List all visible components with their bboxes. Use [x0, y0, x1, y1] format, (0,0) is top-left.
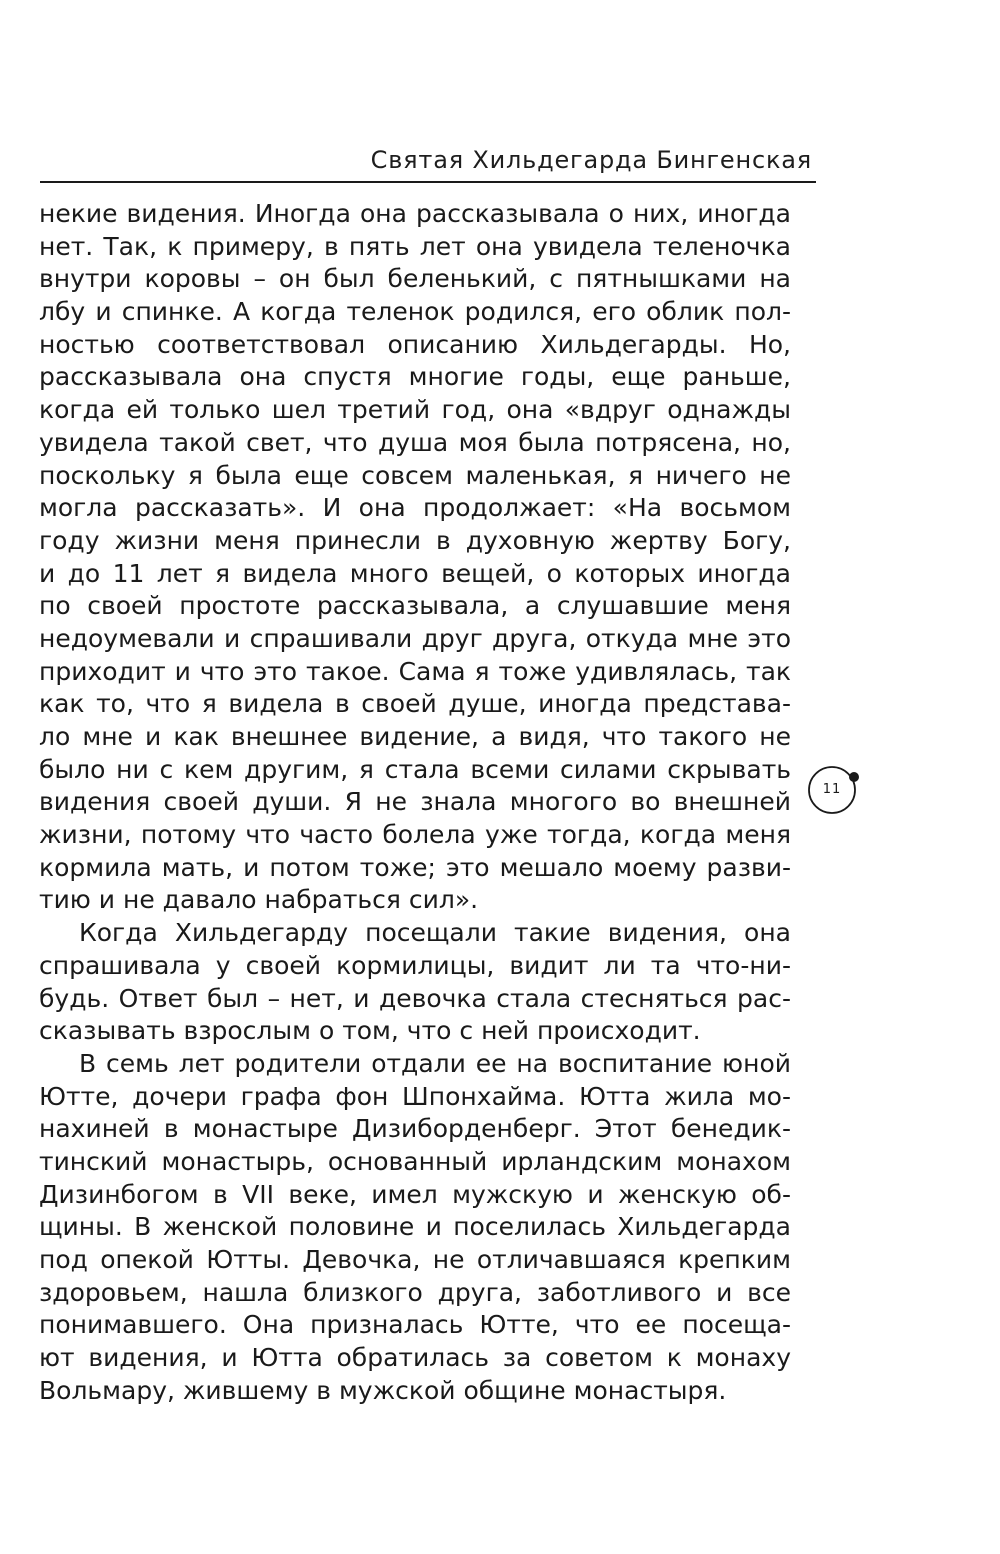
- text-line: нет. Так, к примеру, в пять лет она увидела теленочка: [39, 231, 791, 261]
- text-line: недоумевали и спрашивали друг друга, откуда мне это: [39, 623, 791, 653]
- text-line: будь. Ответ был – нет, и девочка стала стесняться рас-: [39, 983, 791, 1013]
- paragraph: [39, 198, 791, 917]
- text-line: внутри коровы – он был беленький, с пятнышками на: [39, 264, 791, 294]
- text-line: Дизинбогом в VII веке, имел мужскую и женскую об-: [39, 1179, 791, 1209]
- page-number-badge: [808, 764, 860, 816]
- running-head: Святая Хильдегарда Бингенская: [370, 146, 812, 174]
- text-line: увидела такой свет, что душа моя была потрясена, но,: [39, 427, 791, 457]
- text-line: лбу и спинке. А когда теленок родился, его облик пол-: [39, 297, 791, 327]
- text-line: сказывать взрослым о том, что с ней происходит.: [39, 1016, 701, 1046]
- text-line: Когда Хильдегарду посещали такие видения, она: [79, 918, 791, 948]
- text-line: жизни, потому что часто болела уже тогда, когда меня: [39, 820, 791, 850]
- text-line: спрашивала у своей кормилицы, видит ли та что-ни-: [39, 950, 791, 980]
- text-line: рассказывала она спустя многие годы, еще раньше,: [39, 362, 791, 392]
- text-line: году жизни меня принесли в духовную жертву Богу,: [39, 525, 791, 555]
- text-line: ностью соответствовал описанию Хильдегарды. Но,: [39, 329, 791, 359]
- text-line: как то, что я видела в своей душе, иногда представа-: [39, 689, 791, 719]
- text-line: ют видения, и Ютта обратилась за советом к монаху: [39, 1343, 791, 1373]
- text-line: было ни с кем другим, я стала всеми силами скрывать: [39, 754, 791, 784]
- text-line: могла рассказать». И она продолжает: «На восьмом: [39, 493, 791, 523]
- header-rule: [40, 181, 816, 183]
- text-line: нахиней в монастыре Дизиборденберг. Этот бенедик-: [39, 1114, 791, 1144]
- text-line: ло мне и как внешнее видение, а видя, что такого не: [39, 722, 791, 751]
- text-line: щины. В женской половине и поселилась Хильдегарда: [39, 1212, 791, 1242]
- body-text: [39, 198, 791, 1407]
- text-line: понимавшего. Она призналась Ютте, что ее посеща-: [39, 1310, 791, 1340]
- text-line: здоровьем, нашла близкого друга, заботливого и все: [39, 1277, 791, 1307]
- text-line: когда ей только шел третий год, она «вдруг однажды: [39, 395, 791, 425]
- text-line: тинский монастырь, основанный ирландским монахом: [39, 1146, 791, 1176]
- text-line: Ютте, дочери графа фон Шпонхайма. Ютта жила мо-: [39, 1081, 791, 1111]
- text-line: поскольку я была еще совсем маленькая, я ничего не: [39, 460, 791, 490]
- text-line: и до 11 лет я видела много вещей, о которых иногда: [39, 558, 791, 588]
- text-line: Вольмару, жившему в мужской общине монастыря.: [39, 1375, 727, 1405]
- text-line: В семь лет родители отдали ее на воспитание юной: [79, 1048, 791, 1078]
- text-line: под опекой Ютты. Девочка, не отличавшаяся крепким: [39, 1245, 791, 1274]
- paragraph: [39, 1048, 791, 1408]
- text-line: по своей простоте рассказывала, а слушавшие меня: [39, 591, 791, 621]
- page-number: 11: [822, 782, 842, 797]
- text-line: приходит и что это такое. Сама я тоже удивлялась, так: [39, 656, 791, 686]
- text-line: кормила мать, и потом тоже; это мешало моему разви-: [39, 852, 791, 882]
- paragraph: [39, 917, 791, 1048]
- text-line: некие видения. Иногда она рассказывала о них, иногда: [39, 199, 791, 228]
- text-line: видения своей души. Я не знала многого во внешней: [39, 787, 791, 817]
- text-line: тию и не давало набраться сил».: [39, 885, 479, 915]
